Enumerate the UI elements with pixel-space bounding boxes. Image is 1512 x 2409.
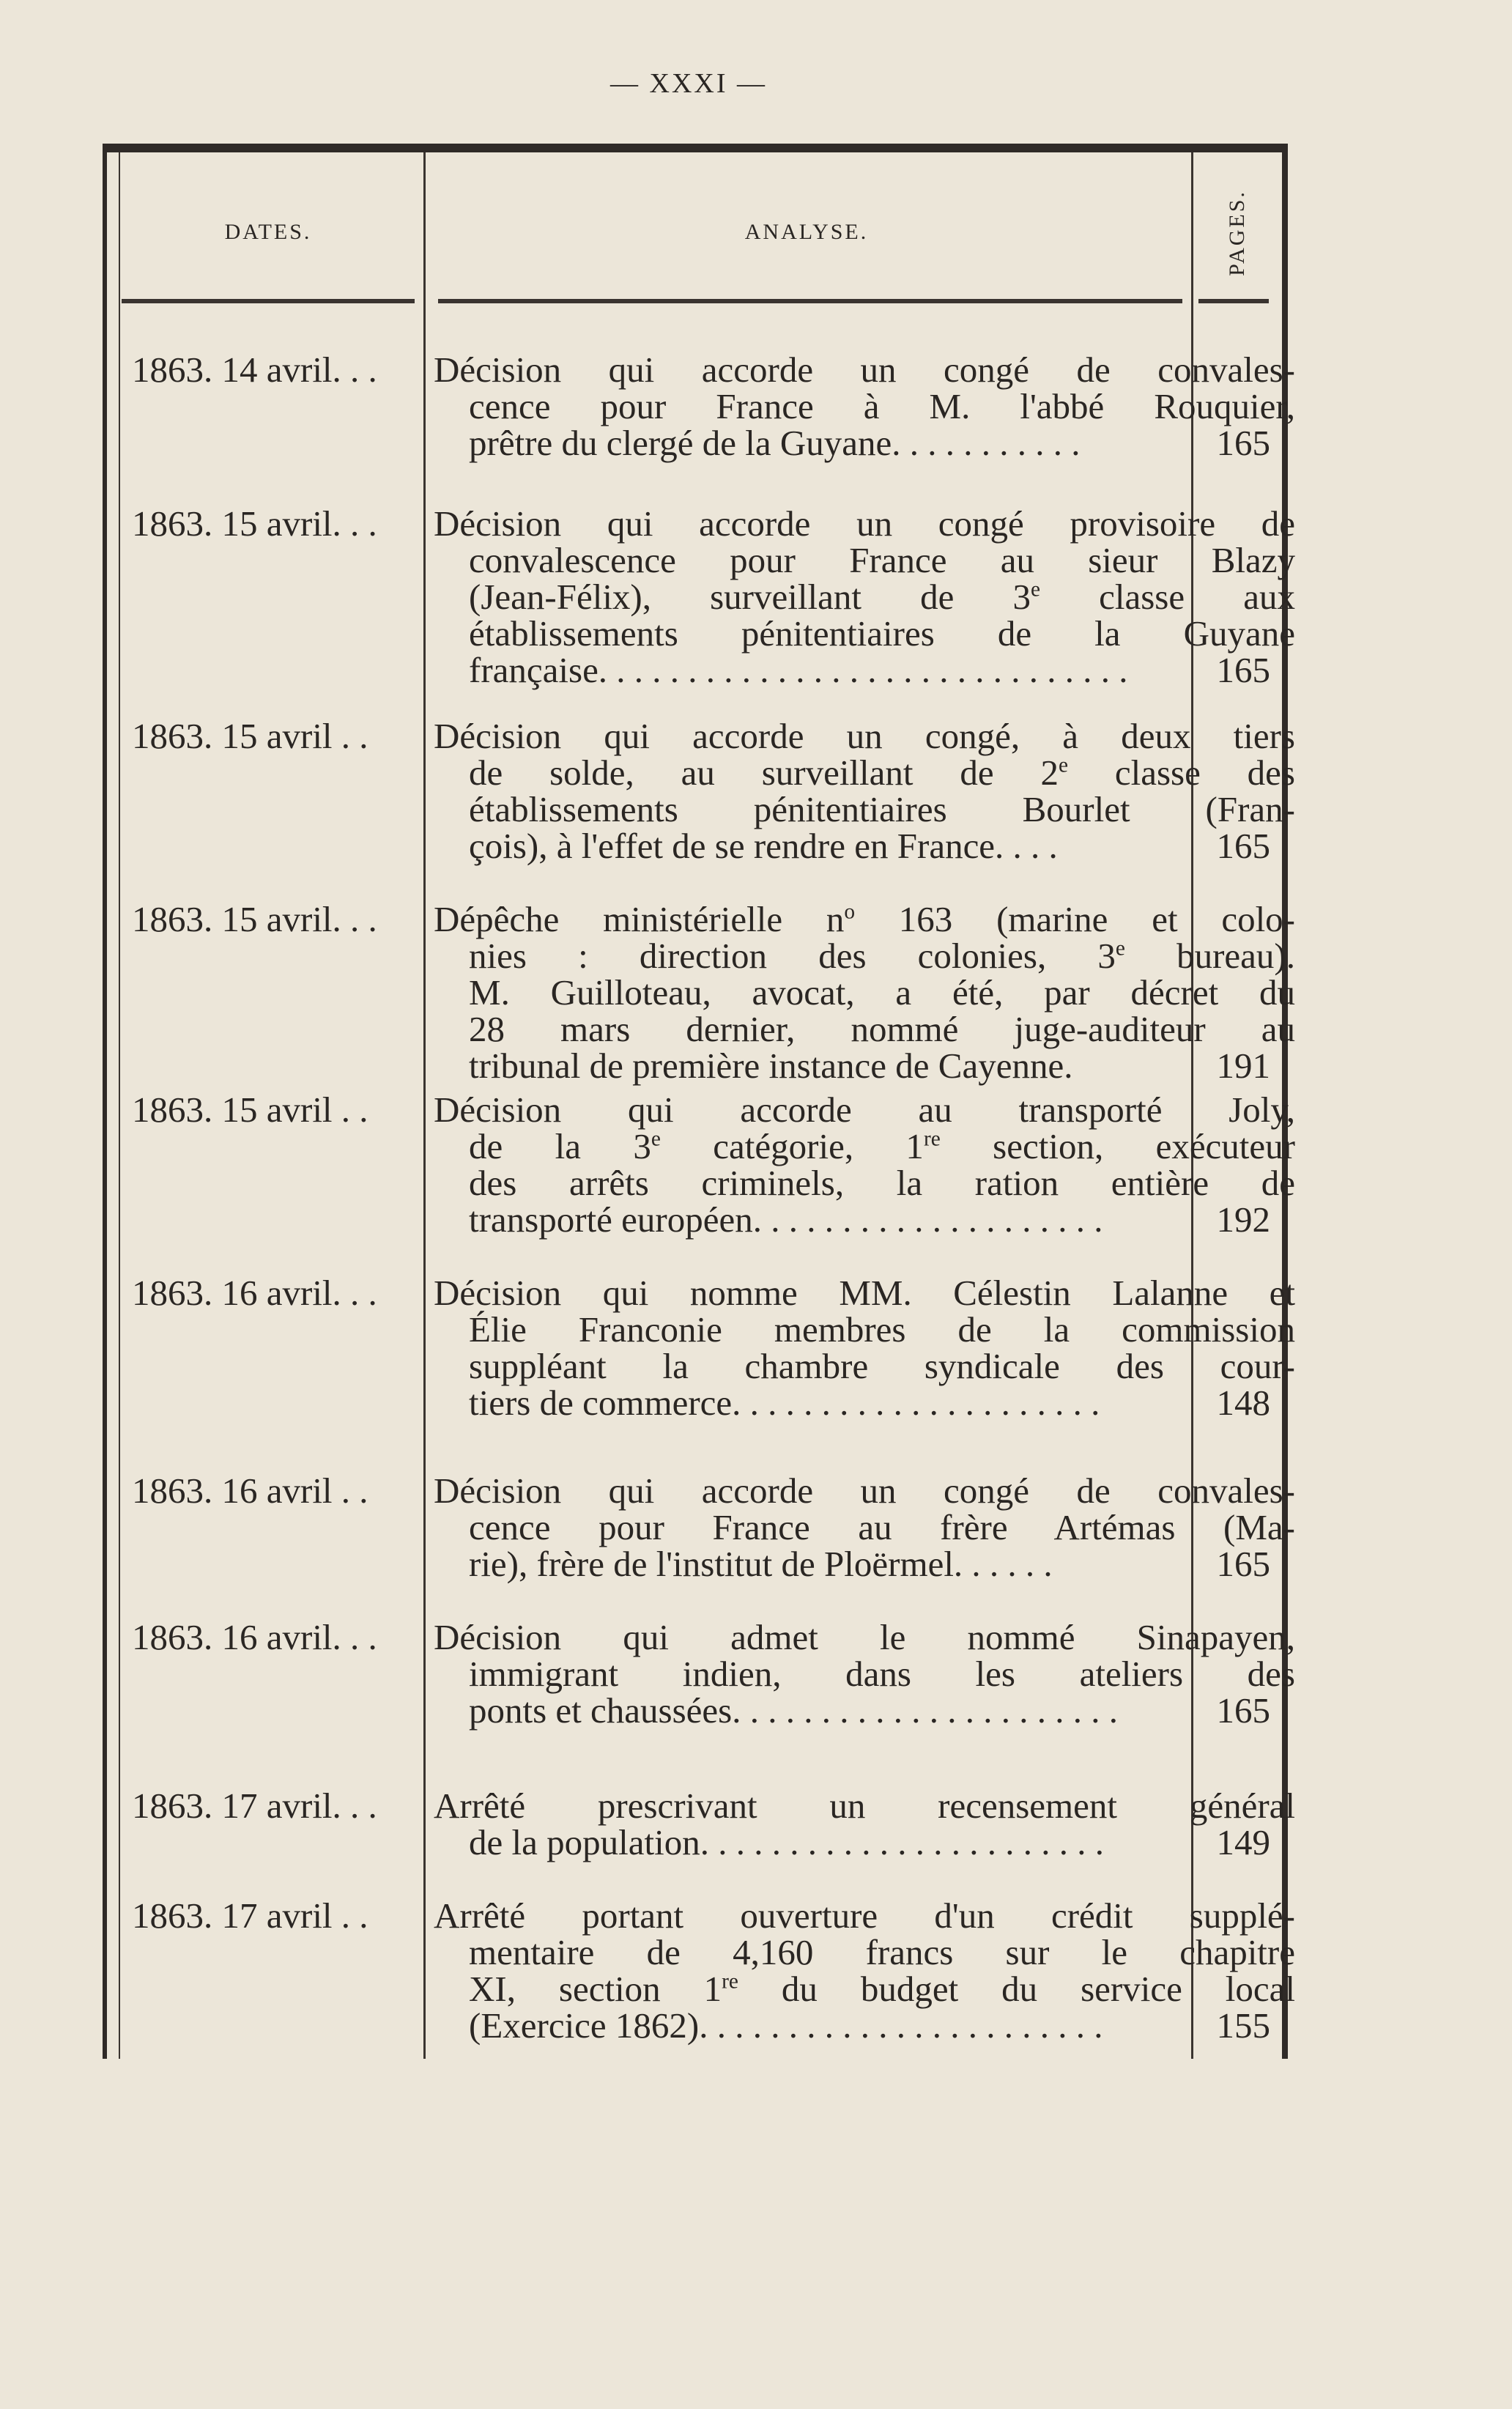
- entry-date: 1863. 15 avril. . .: [132, 899, 377, 939]
- entry-page: 191: [1216, 1046, 1270, 1086]
- page-number: — XXXI —: [610, 68, 767, 99]
- column-header-dates: DATES.: [224, 220, 312, 244]
- entry-analysis: [434, 1895, 1295, 2046]
- analysis-line: Arrêté prescrivant un recensement général: [434, 1786, 1295, 1826]
- analysis-line: rie), frère de l'institut de Ploërmel. . . . . .: [469, 1544, 1053, 1584]
- analysis-line: tiers de commerce. . . . . . . . . . . . . . . . . . . . .: [469, 1383, 1100, 1423]
- analysis-line: convalescence pour France au sieur Blazy: [469, 540, 1295, 580]
- analysis-line: 28 mars dernier, nommé juge-auditeur au: [469, 1009, 1295, 1049]
- analysis-line: prêtre du clergé de la Guyane. . . . . . . . . . .: [469, 423, 1081, 463]
- analysis-line: (Exercice 1862). . . . . . . . . . . . . . . . . . . . . . .: [469, 2005, 1103, 2046]
- entry-analysis: [434, 1470, 1295, 1584]
- entry-page: 165: [1216, 826, 1270, 866]
- entry-analysis: [434, 901, 1295, 1084]
- analysis-line: çois), à l'effet de se rendre en France. . . .: [469, 826, 1058, 866]
- entry-page: 165: [1216, 1690, 1270, 1731]
- entry-date: 1863. 17 avril. . .: [132, 1786, 377, 1826]
- analysis-line: suppléant la chambre syndicale des cour-: [469, 1346, 1295, 1386]
- column-header-pages: [1197, 174, 1278, 292]
- analysis-line: établissements pénitentiaires de la Guyane: [469, 613, 1295, 654]
- entry-date: 1863. 14 avril. . .: [132, 349, 377, 390]
- analysis-line: M. Guilloteau, avocat, a été, par décret du: [469, 972, 1295, 1013]
- analysis-line: XI, section 1re du budget du service local: [469, 1969, 1295, 2009]
- entry-date: 1863. 15 avril. . .: [132, 503, 377, 544]
- entry-page: 165: [1216, 650, 1270, 690]
- entry-analysis: [434, 503, 1295, 690]
- analysis-line: Arrêté portant ouverture d'un crédit supplé-: [434, 1895, 1295, 1936]
- column-header-pages-label: PAGES.: [1225, 190, 1249, 276]
- inner-rule: [119, 152, 120, 2059]
- entry-analysis: [434, 349, 1295, 463]
- analysis-line: mentaire de 4,160 francs sur le chapitre: [469, 1932, 1295, 1972]
- analysis-line: (Jean-Félix), surveillant de 3e classe aux: [469, 577, 1295, 617]
- entry-date: 1863. 16 avril. . .: [132, 1273, 377, 1313]
- header-rule-pages: [1198, 299, 1269, 303]
- analysis-line: Dépêche ministérielle $n^o$ 163 (marine et colo-: [434, 899, 1296, 939]
- analysis-line: Décision qui accorde un congé provisoire de: [434, 503, 1295, 544]
- analysis-line: immigrant indien, dans les ateliers des: [469, 1654, 1295, 1694]
- entry-page: 165: [1216, 423, 1270, 463]
- entry-analysis: [434, 718, 1295, 865]
- entry-date: 1863. 16 avril. . .: [132, 1617, 377, 1657]
- entry-page: 165: [1216, 1544, 1270, 1584]
- analysis-line: Décision qui accorde un congé, à deux tiers: [434, 716, 1295, 756]
- entry-analysis: [434, 1089, 1295, 1240]
- entry-date: 1863. 17 avril . .: [132, 1895, 368, 1936]
- analysis-line: cence pour France à M. l'abbé Rouquier,: [469, 386, 1295, 426]
- column-header-analyse: ANALYSE.: [744, 220, 869, 244]
- analysis-line: française. . . . . . . . . . . . . . . . . . . . . . . . . . . . . .: [469, 650, 1128, 690]
- analysis-line: ponts et chaussées. . . . . . . . . . . . . . . . . . . . . .: [469, 1690, 1118, 1731]
- analysis-line: Élie Franconie membres de la commission: [469, 1309, 1295, 1350]
- header-rule-dates: [122, 299, 415, 303]
- entry-date: 1863. 15 avril . .: [132, 716, 368, 756]
- analysis-line: Décision qui accorde un congé de convales-: [434, 349, 1295, 390]
- analysis-line: Décision qui nomme MM. Célestin Lalanne et: [434, 1273, 1295, 1313]
- analysis-line: nies : direction des colonies, 3e bureau).: [469, 936, 1296, 976]
- analysis-line: Décision qui admet le nommé Sinapayen,: [434, 1617, 1295, 1657]
- analysis-line: établissements pénitentiaires Bourlet (Fran-: [469, 789, 1295, 829]
- entry-analysis: [434, 1275, 1295, 1421]
- entry-analysis: [434, 1619, 1295, 1729]
- analysis-line: de la population. . . . . . . . . . . . . . . . . . . . . . .: [469, 1822, 1104, 1862]
- analysis-line: Décision qui accorde un congé de convales-: [434, 1470, 1295, 1511]
- analysis-line: de la 3e catégorie, 1re section, exécuteur: [469, 1126, 1295, 1166]
- analysis-line: transporté européen. . . . . . . . . . . . . . . . . . . .: [469, 1199, 1103, 1240]
- entry-page: 148: [1216, 1383, 1270, 1423]
- analysis-line: Décision qui accorde au transporté Joly,: [434, 1089, 1295, 1130]
- entry-page: 149: [1216, 1822, 1270, 1862]
- analysis-line: de solde, au surveillant de 2e classe des: [469, 752, 1295, 793]
- entry-date: 1863. 16 avril . .: [132, 1470, 368, 1511]
- entry-date: 1863. 15 avril . .: [132, 1089, 368, 1130]
- analysis-line: des arrêts criminels, la ration entière de: [469, 1163, 1295, 1203]
- analysis-line: tribunal de première instance de Cayenne.: [469, 1046, 1073, 1086]
- entry-analysis: [434, 1788, 1295, 1861]
- header-rule-analyse: [438, 299, 1182, 303]
- entry-page: 192: [1216, 1199, 1270, 1240]
- analysis-line: cence pour France au frère Artémas (Ma-: [469, 1507, 1295, 1547]
- entry-page: 155: [1216, 2005, 1270, 2046]
